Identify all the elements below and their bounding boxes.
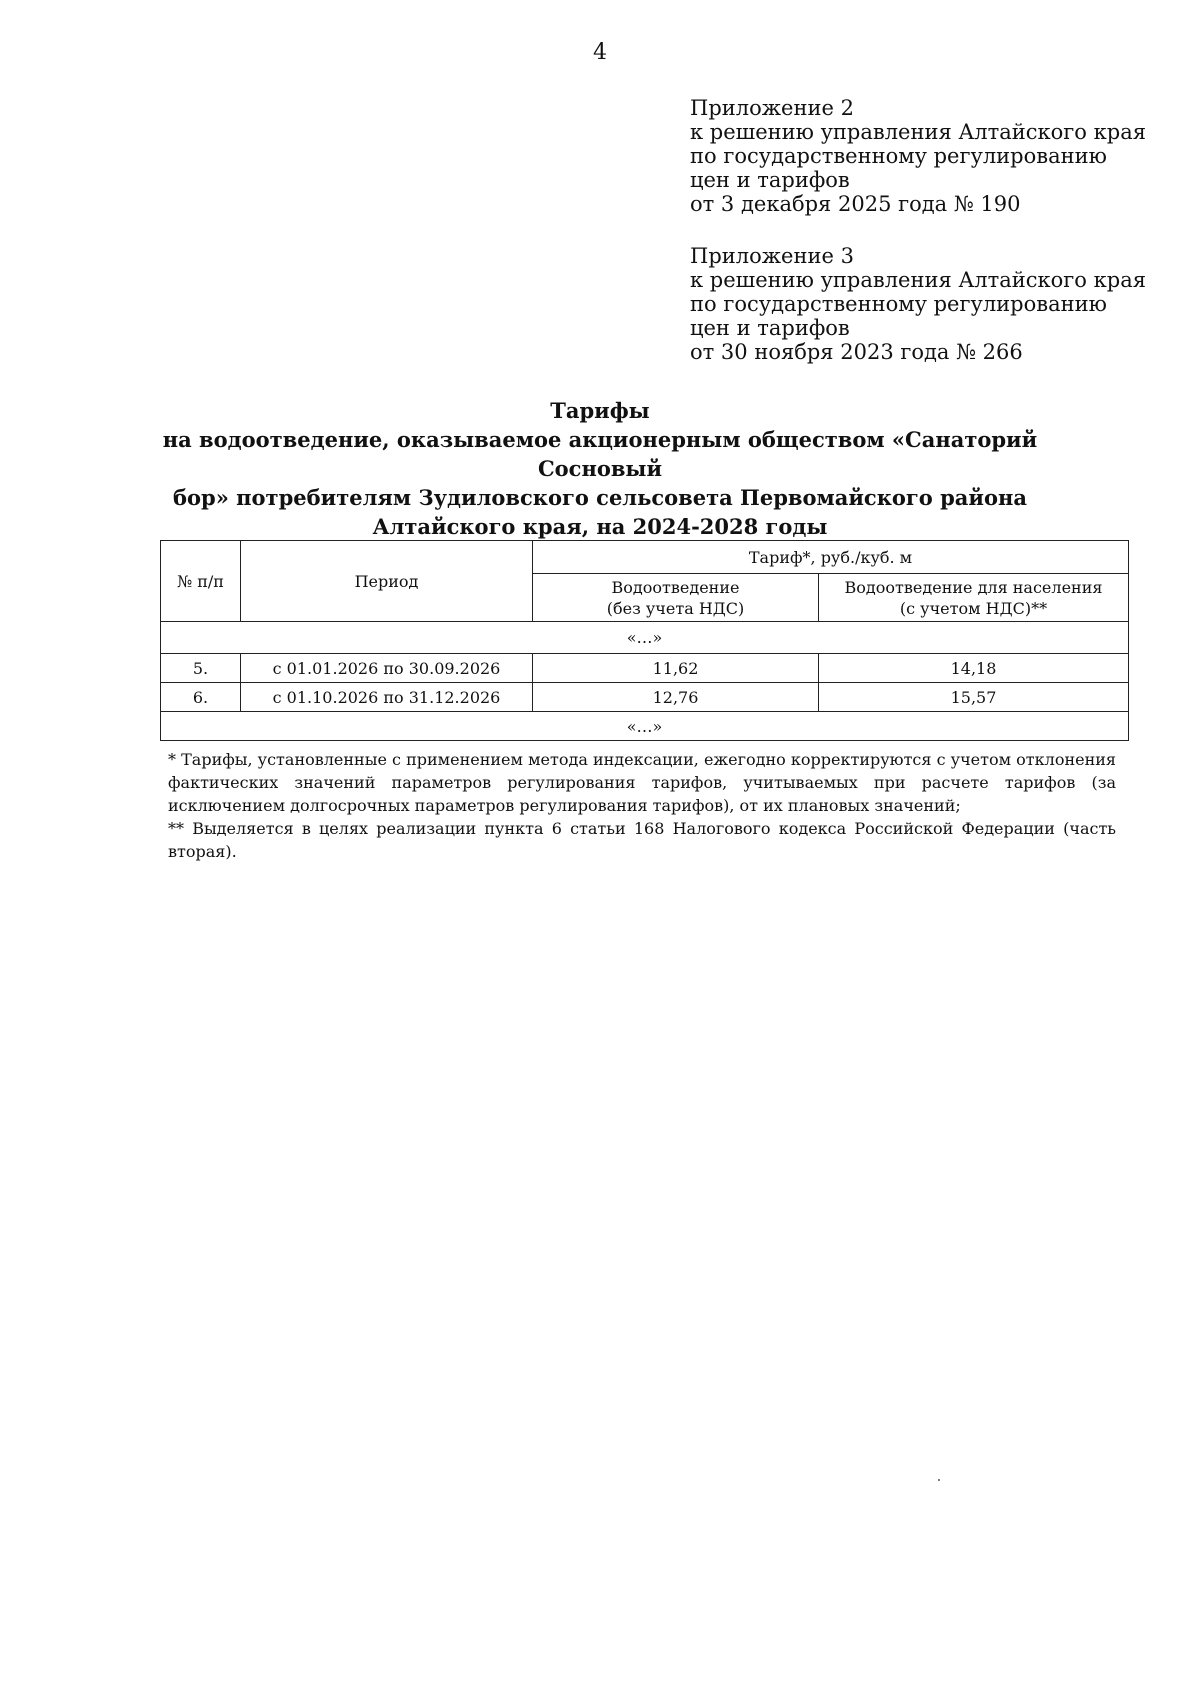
title-line-4: Алтайского края, на 2024-2028 годы [372,514,828,539]
header-with-vat-line-2: (с учетом НДС)** [899,598,1048,618]
header-with-vat [819,574,1129,622]
header-period: Период [241,541,533,622]
appendix-3-line-5: от 30 ноября 2023 года № 266 [690,340,1023,364]
appendix-3-block [690,244,1146,364]
appendix-2-line-3: по государственному регулированию [690,144,1107,168]
appendix-3-line-1: Приложение 3 [690,244,854,268]
footnote-1: * Тарифы, установленные с применением метода индексации, ежегодно корректируются с учетом отклонения фактических значений параметров регулирования тарифов, учитываемых при расчете тарифов (за исключением долгосрочных параметров регулирования тарифов), от их плановых значений; [168,750,1116,815]
row-with-vat: 14,18 [819,654,1129,683]
appendix-2-line-2: к решению управления Алтайского края [690,120,1146,144]
header-num: № п/п [161,541,241,622]
appendix-3-line-2: к решению управления Алтайского края [690,268,1146,292]
document-title [130,396,1070,541]
appendix-3-line-4: цен и тарифов [690,316,850,340]
row-period: с 01.01.2026 по 30.09.2026 [241,654,533,683]
row-num: 5. [161,654,241,683]
row-with-vat: 15,57 [819,683,1129,712]
page-number: 4 [593,40,607,65]
footnote-2: ** Выделяется в целях реализации пункта 6 статьи 168 Налогового кодекса Российской Федерации (часть вторая). [168,819,1116,861]
scan-speck [938,1479,940,1481]
header-with-vat-line-1: Водоотведение для населения [844,577,1103,597]
tariff-table [160,540,1129,741]
footnotes [168,748,1116,863]
ellipsis-row-bottom: «…» [161,712,1129,741]
header-no-vat-line-2: (без учета НДС) [606,598,745,618]
appendix-2-line-1: Приложение 2 [690,96,854,120]
title-line-3: бор» потребителям Зудиловского сельсовета Первомайского района [173,485,1027,510]
row-no-vat: 12,76 [533,683,819,712]
appendix-2-line-5: от 3 декабря 2025 года № 190 [690,192,1021,216]
row-num: 6. [161,683,241,712]
table-row [161,654,1129,683]
row-no-vat: 11,62 [533,654,819,683]
header-no-vat-line-1: Водоотведение [611,577,740,597]
appendix-3-line-3: по государственному регулированию [690,292,1107,316]
header-no-vat [533,574,819,622]
row-period: с 01.10.2026 по 31.12.2026 [241,683,533,712]
header-tariff-group: Тариф*, руб./куб. м [533,541,1129,574]
ellipsis-row-top: «…» [161,622,1129,654]
title-line-2: на водоотведение, оказываемое акционерным обществом «Санаторий Сосновый [162,427,1038,481]
table-row [161,683,1129,712]
appendix-2-block [690,96,1146,216]
title-line-1: Тарифы [550,398,650,423]
appendix-2-line-4: цен и тарифов [690,168,850,192]
